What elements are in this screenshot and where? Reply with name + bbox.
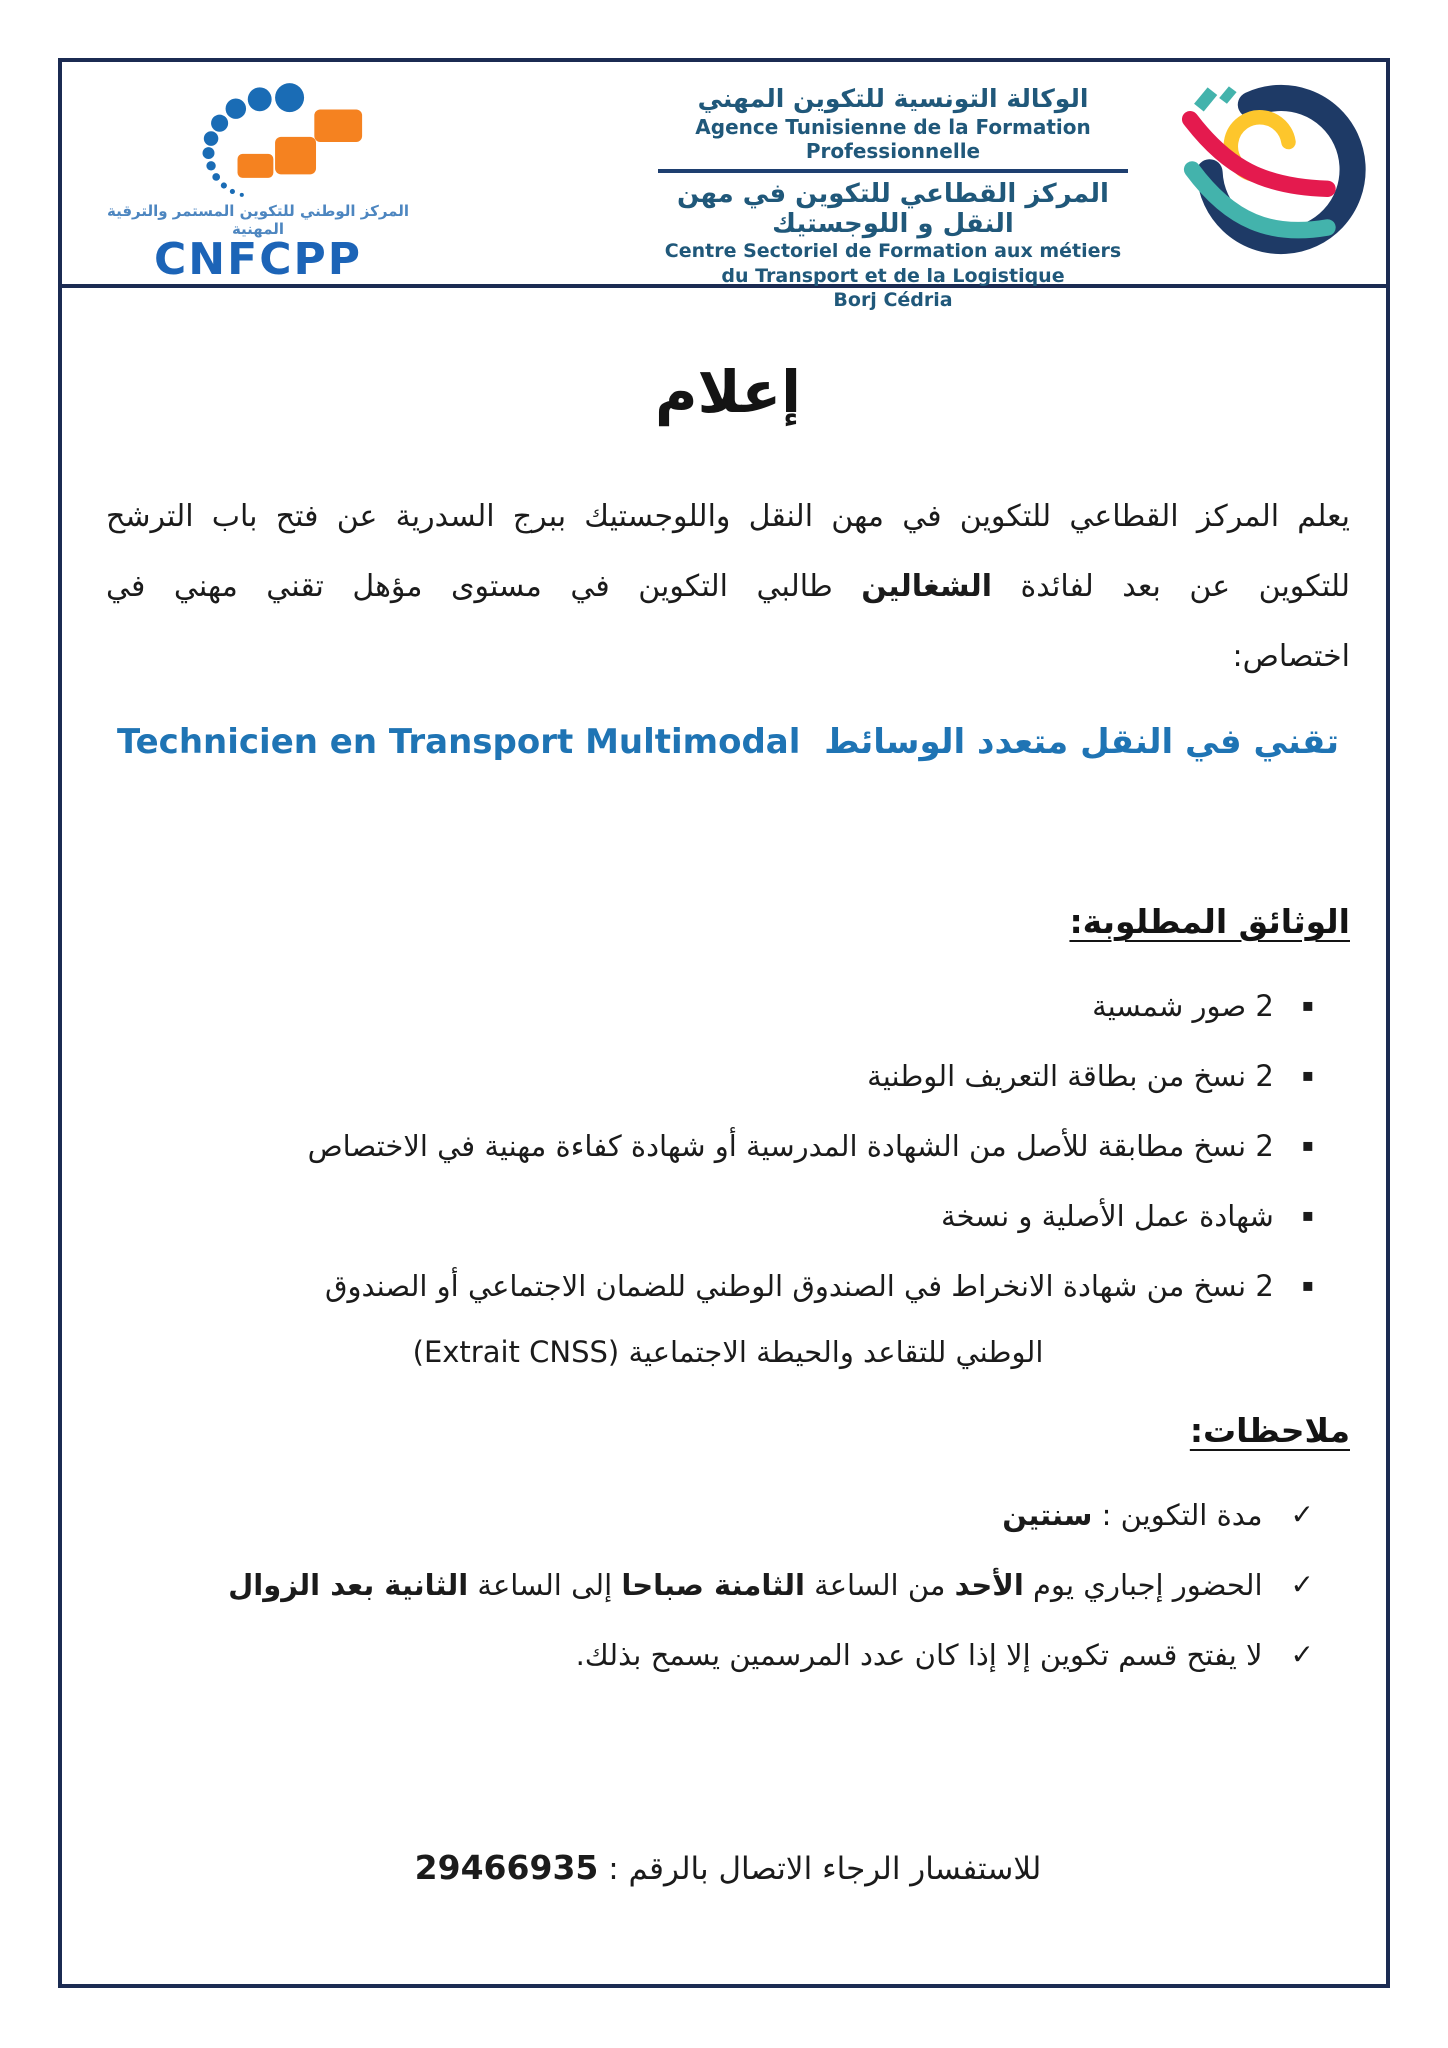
document-item-text: 2 نسخ مطابقة للأصل من الشهادة المدرسية أو شهادة كفاءة مهنية في الاختصاص	[307, 1129, 1274, 1163]
cnfcpp-wordmark: CNFCPP	[154, 234, 362, 285]
list-item	[106, 1263, 1350, 1309]
list-item	[106, 1053, 1350, 1099]
list-item	[106, 983, 1350, 1029]
document-item-text: 2 نسخ من بطاقة التعريف الوطنية	[867, 1059, 1274, 1093]
square-bullet-icon: ▪	[1301, 1275, 1314, 1296]
cnfcpp-caption: المركز الوطني للتكوين المستمر والترقية المهنية	[106, 202, 410, 238]
square-bullet-icon: ▪	[1301, 1135, 1314, 1156]
square-bullet-icon: ▪	[1301, 1065, 1314, 1086]
document-item-text: 2 نسخ من شهادة الانخراط في الصندوق الوطني للضمان الاجتماعي أو الصندوق	[324, 1269, 1274, 1303]
intro-line-1: يعلم المركز القطاعي للتكوين في مهن النقل واللوجستيك ببرج السدرية عن فتح باب الترشح	[106, 499, 1350, 534]
list-item	[106, 1562, 1350, 1608]
announcement-body	[62, 358, 1386, 1887]
documents-heading: الوثائق المطلوبة:	[1069, 902, 1350, 941]
note-item-text: مدة التكوين : سنتين	[1002, 1498, 1263, 1532]
atfp-logo-icon	[1138, 70, 1370, 268]
specialty-title: تقني في النقل متعدد الوسائط Technicien en Transport Multimodal	[116, 722, 1340, 762]
agency-name-arabic: الوكالة التونسية للتكوين المهني	[697, 84, 1089, 113]
list-item	[106, 1193, 1350, 1239]
check-icon: ✓	[1290, 1568, 1314, 1601]
document-item-text: شهادة عمل الأصلية و نسخة	[940, 1199, 1274, 1233]
check-icon: ✓	[1290, 1498, 1314, 1531]
list-item	[106, 1123, 1350, 1169]
cnfcpp-logo-icon	[118, 72, 398, 200]
agency-name-french: Agence Tunisienne de la Formation Professionnelle	[695, 115, 1091, 163]
notes-heading: ملاحظات:	[1189, 1411, 1350, 1450]
square-bullet-icon: ▪	[1301, 1205, 1314, 1226]
list-item	[106, 1632, 1350, 1678]
page-title: إعلام	[654, 358, 802, 426]
center-name-french-line1: Centre Sectoriel de Formation aux métiers	[664, 240, 1122, 262]
phone-number: 29466935	[414, 1848, 599, 1887]
documents-list	[106, 983, 1350, 1375]
notes-list	[106, 1492, 1350, 1678]
intro-line-3: اختصاص:	[1232, 639, 1350, 674]
note-item-text: الحضور إجباري يوم الأحد من الساعة الثامنة صباحا إلى الساعة الثانية بعد الزوال	[228, 1568, 1263, 1602]
agency-divider	[658, 169, 1128, 173]
document-item-text: 2 صور شمسية	[1092, 989, 1274, 1023]
intro-line-2: للتكوين عن بعد لفائدة الشغالين طالبي التكوين في مستوى مؤهل تقني مهني في	[106, 569, 1350, 604]
check-icon: ✓	[1290, 1638, 1314, 1671]
center-name-arabic: المركز القطاعي للتكوين في مهن النقل و اللوجستيك	[677, 179, 1109, 239]
center-name-french-line2: du Transport et de la Logistique	[721, 264, 1065, 287]
square-bullet-icon: ▪	[1301, 995, 1314, 1016]
contact-line: للاستفسار الرجاء الاتصال بالرقم : 29466935	[414, 1848, 1042, 1887]
document-frame	[58, 58, 1390, 1988]
agency-block	[658, 84, 1128, 313]
header	[62, 62, 1386, 312]
list-item-continuation: الوطني للتقاعد والحيطة الاجتماعية (Extrait CNSS)	[412, 1335, 1044, 1369]
list-item	[106, 1492, 1350, 1538]
center-location: Borj Cédria	[833, 289, 953, 312]
intro-paragraph	[106, 482, 1350, 692]
cnfcpp-logo	[90, 72, 426, 285]
note-item-text: لا يفتح قسم تكوين إلا إذا كان عدد المرسمين يسمح بذلك.	[575, 1638, 1263, 1672]
